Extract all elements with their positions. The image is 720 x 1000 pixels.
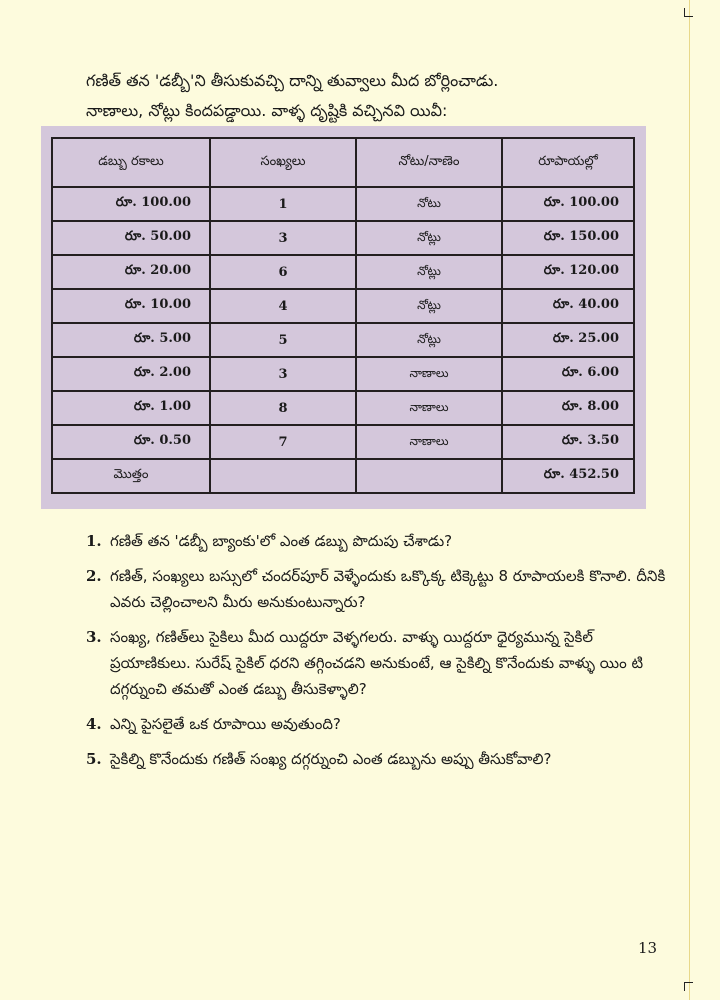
intro-line-2: నాణాలు, నోట్లు కిందపడ్డాయి. వాళ్ళ దృష్టికి వచ్చినవి యివీ: — [86, 101, 448, 120]
intro-line-1: గణిత్ తన 'డబ్బీ'ని తీసుకువచ్చి దాన్ని తువ్వాలు మీద బోర్లించాడు. — [86, 71, 499, 90]
intro-paragraph — [86, 66, 666, 126]
empty-cell — [356, 459, 502, 493]
total-label: మొత్తం — [52, 459, 210, 493]
cell-rupees: రూ. 120.00 — [502, 255, 634, 289]
question-text: సైకిల్ని కొనేందుకు గణిత్ సంఖ్య దగ్గర్నుంచి ఎంత డబ్బును అప్పు తీసుకోవాలి? — [110, 750, 552, 768]
header-note-coin: నోటు/నాణెం — [356, 138, 502, 187]
header-rupees: రూపాయల్లో — [502, 138, 634, 187]
cell-count: 5 — [210, 323, 356, 357]
table-row — [52, 221, 634, 255]
cell-rupees: రూ. 8.00 — [502, 391, 634, 425]
question-number: 2. — [86, 567, 102, 585]
question-item — [86, 624, 666, 702]
question-number: 4. — [86, 715, 102, 733]
question-item — [86, 746, 666, 772]
cell-rupees: రూ. 100.00 — [502, 187, 634, 221]
cell-amount: రూ. 5.00 — [52, 323, 210, 357]
question-text: గణిత్, సంఖ్యలు బస్సులో చందర్‌పూర్ వెళ్ళేందుకు ఒక్కొక్క టిక్కెట్టు 8 రూపాయలకి కొనాలి. దీనికి ఎవరు చెల్లించాలని మీరు అనుకుంటున్నారు? — [110, 567, 666, 611]
cell-amount: రూ. 20.00 — [52, 255, 210, 289]
cell-amount: రూ. 2.00 — [52, 357, 210, 391]
cell-count: 3 — [210, 221, 356, 255]
table-row — [52, 255, 634, 289]
total-value: రూ. 452.50 — [502, 459, 634, 493]
cell-rupees: రూ. 25.00 — [502, 323, 634, 357]
question-number: 3. — [86, 628, 102, 646]
cell-rupees: రూ. 40.00 — [502, 289, 634, 323]
question-text: ఎన్ని పైసలైతే ఒక రూపాయి అవుతుంది? — [110, 715, 341, 733]
cell-amount: రూ. 100.00 — [52, 187, 210, 221]
table-row — [52, 357, 634, 391]
cell-amount: రూ. 0.50 — [52, 425, 210, 459]
question-item — [86, 711, 666, 737]
table-header-row — [52, 138, 634, 187]
question-number: 5. — [86, 750, 102, 768]
cell-amount: రూ. 50.00 — [52, 221, 210, 255]
table-total-row — [52, 459, 634, 493]
page-margin-line — [689, 0, 690, 1000]
cell-count: 8 — [210, 391, 356, 425]
question-text: గణిత్ తన 'డబ్బీ బ్యాంకు'లో ఎంత డబ్బు పొదుపు చేశాడు? — [110, 532, 453, 550]
question-item — [86, 563, 666, 615]
page-number: 13 — [638, 939, 658, 957]
cell-count: 1 — [210, 187, 356, 221]
header-count: సంఖ్యలు — [210, 138, 356, 187]
cell-count: 4 — [210, 289, 356, 323]
cell-rupees: రూ. 3.50 — [502, 425, 634, 459]
questions-list — [86, 528, 666, 781]
cell-type: నోటు — [356, 187, 502, 221]
cell-type: నాణాలు — [356, 391, 502, 425]
cell-type: నోట్లు — [356, 289, 502, 323]
cell-type: నోట్లు — [356, 323, 502, 357]
question-item — [86, 528, 666, 554]
question-number: 1. — [86, 532, 102, 550]
cell-type: నోట్లు — [356, 221, 502, 255]
table-row — [52, 323, 634, 357]
cell-rupees: రూ. 150.00 — [502, 221, 634, 255]
crop-mark-top — [684, 8, 693, 17]
header-denomination: డబ్బు రకాలు — [52, 138, 210, 187]
table-row — [52, 187, 634, 221]
question-text: సంఖ్య, గణిత్‌లు సైకిలు మీద యిద్దరూ వెళ్ళగలరు. వాళ్ళు యిద్దరూ ధైర్యమున్న సైకిల్ ప్రయాణికులు. సురేష్ సైకిల్ ధరని తగ్గించడని అనుకుంటే, ఆ సైకిల్ని కొనేందుకు వాళ్ళు యిం టి దగ్గర్నుంచి తమతో ఎంత డబ్బు తీసుకెళ్ళాలి? — [110, 628, 644, 698]
cell-type: నాణాలు — [356, 425, 502, 459]
table-row — [52, 425, 634, 459]
table-row — [52, 289, 634, 323]
cell-amount: రూ. 10.00 — [52, 289, 210, 323]
cell-type: నోట్లు — [356, 255, 502, 289]
table-row — [52, 391, 634, 425]
money-table — [51, 137, 635, 494]
cell-amount: రూ. 1.00 — [52, 391, 210, 425]
money-table-panel — [41, 126, 646, 509]
cell-rupees: రూ. 6.00 — [502, 357, 634, 391]
cell-count: 7 — [210, 425, 356, 459]
cell-count: 3 — [210, 357, 356, 391]
cell-type: నాణాలు — [356, 357, 502, 391]
crop-mark-bottom — [684, 982, 693, 991]
empty-cell — [210, 459, 356, 493]
cell-count: 6 — [210, 255, 356, 289]
